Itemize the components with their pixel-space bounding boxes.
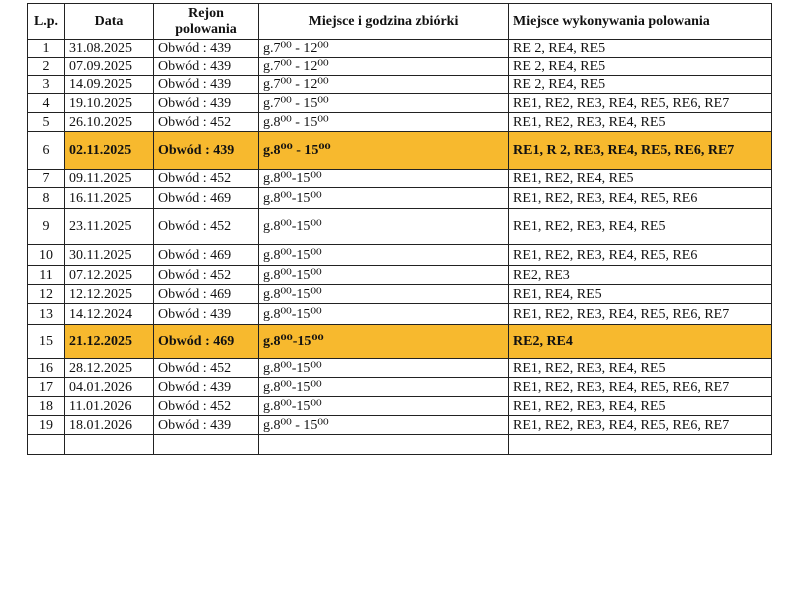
row-hunting-place: RE 2, RE4, RE5: [509, 76, 772, 94]
row-hunting-place: RE2, RE4: [509, 325, 772, 359]
table-row: [28, 245, 772, 266]
row-hunting-place: RE 2, RE4, RE5: [509, 58, 772, 76]
hunting-schedule-table: [27, 3, 772, 455]
row-hunting-place: RE1, RE2, RE3, RE4, RE5: [509, 209, 772, 245]
table-row: [28, 76, 772, 94]
row-date: 26.10.2025: [65, 113, 154, 132]
table-row: [28, 378, 772, 397]
table-row: [28, 113, 772, 132]
row-number: 6: [28, 132, 65, 170]
table-row: [28, 416, 772, 435]
row-hunting-place: RE1, RE2, RE4, RE5: [509, 170, 772, 188]
header-lp: L.p.: [28, 4, 65, 40]
row-date: 31.08.2025: [65, 40, 154, 58]
row-date: 07.09.2025: [65, 58, 154, 76]
row-number: 18: [28, 397, 65, 416]
row-hunting-place: RE1, RE2, RE3, RE4, RE5: [509, 113, 772, 132]
row-region: Obwód : 469: [154, 245, 259, 266]
row-number: 11: [28, 266, 65, 285]
row-date: 04.01.2026: [65, 378, 154, 397]
row-region: Obwód : 439: [154, 132, 259, 170]
table-row: [28, 58, 772, 76]
row-date: 07.12.2025: [65, 266, 154, 285]
row-gathering-time: g.8⁰⁰-15⁰⁰: [259, 209, 509, 245]
row-region: [154, 435, 259, 455]
header-gathering: Miejsce i godzina zbiórki: [259, 4, 509, 40]
row-gathering-time: g.7⁰⁰ - 15⁰⁰: [259, 94, 509, 113]
row-region: Obwód : 439: [154, 58, 259, 76]
row-hunting-place: RE1, RE2, RE3, RE4, RE5: [509, 359, 772, 378]
row-hunting-place: RE1, RE2, RE3, RE4, RE5, RE6: [509, 245, 772, 266]
row-number: 1: [28, 40, 65, 58]
row-hunting-place: RE2, RE3: [509, 266, 772, 285]
table-row: [28, 285, 772, 304]
row-date: 18.01.2026: [65, 416, 154, 435]
row-date: 12.12.2025: [65, 285, 154, 304]
row-number: 13: [28, 304, 65, 325]
row-number: 19: [28, 416, 65, 435]
row-region: Obwód : 439: [154, 416, 259, 435]
row-gathering-time: g.7⁰⁰ - 12⁰⁰: [259, 58, 509, 76]
row-date: 16.11.2025: [65, 188, 154, 209]
row-hunting-place: RE1, RE2, RE3, RE4, RE5, RE6, RE7: [509, 416, 772, 435]
table-header-row: [28, 4, 772, 40]
row-region: Obwód : 452: [154, 113, 259, 132]
row-region: Obwód : 452: [154, 359, 259, 378]
row-region: Obwód : 452: [154, 397, 259, 416]
row-gathering-time: g.8⁰⁰ - 15⁰⁰: [259, 113, 509, 132]
row-date: 23.11.2025: [65, 209, 154, 245]
row-hunting-place: RE1, RE4, RE5: [509, 285, 772, 304]
row-number: 17: [28, 378, 65, 397]
row-gathering-time: g.8⁰⁰-15⁰⁰: [259, 266, 509, 285]
row-gathering-time: g.8⁰⁰-15⁰⁰: [259, 170, 509, 188]
header-region: [154, 4, 259, 40]
table-row: [28, 188, 772, 209]
row-region: Obwód : 452: [154, 170, 259, 188]
row-gathering-time: g.8⁰⁰-15⁰⁰: [259, 378, 509, 397]
header-region-label: Rejon polowania: [175, 5, 237, 37]
table-row: [28, 266, 772, 285]
row-gathering-time: g.8⁰⁰-15⁰⁰: [259, 245, 509, 266]
row-region: Obwód : 439: [154, 378, 259, 397]
row-date: 09.11.2025: [65, 170, 154, 188]
row-date: 21.12.2025: [65, 325, 154, 359]
table-row: [28, 40, 772, 58]
row-region: Obwód : 469: [154, 325, 259, 359]
table-row: [28, 435, 772, 455]
table-row: [28, 359, 772, 378]
row-number: 8: [28, 188, 65, 209]
row-region: Obwód : 439: [154, 76, 259, 94]
row-date: 19.10.2025: [65, 94, 154, 113]
row-number: 2: [28, 58, 65, 76]
row-date: [65, 435, 154, 455]
row-hunting-place: RE1, RE2, RE3, RE4, RE5, RE6, RE7: [509, 304, 772, 325]
row-region: Obwód : 452: [154, 209, 259, 245]
table-row: [28, 209, 772, 245]
row-region: Obwód : 439: [154, 304, 259, 325]
row-number: [28, 435, 65, 455]
table-row: [28, 170, 772, 188]
row-gathering-time: g.7⁰⁰ - 12⁰⁰: [259, 40, 509, 58]
row-date: 11.01.2026: [65, 397, 154, 416]
row-region: Obwód : 452: [154, 266, 259, 285]
row-number: 12: [28, 285, 65, 304]
row-number: 15: [28, 325, 65, 359]
row-gathering-time: [259, 435, 509, 455]
row-region: Obwód : 439: [154, 40, 259, 58]
row-number: 10: [28, 245, 65, 266]
row-gathering-time: g.8⁰⁰ - 15⁰⁰: [259, 132, 509, 170]
row-hunting-place: RE1, RE2, RE3, RE4, RE5, RE6, RE7: [509, 378, 772, 397]
row-number: 4: [28, 94, 65, 113]
row-number: 5: [28, 113, 65, 132]
header-hunting-place: Miejsce wykonywania polowania: [509, 4, 772, 40]
row-gathering-time: g.8⁰⁰-15⁰⁰: [259, 325, 509, 359]
row-hunting-place: [509, 435, 772, 455]
row-number: 16: [28, 359, 65, 378]
row-gathering-time: g.7⁰⁰ - 12⁰⁰: [259, 76, 509, 94]
row-gathering-time: g.8⁰⁰ - 15⁰⁰: [259, 416, 509, 435]
table-row: [28, 304, 772, 325]
row-gathering-time: g.8⁰⁰-15⁰⁰: [259, 397, 509, 416]
row-region: Obwód : 439: [154, 94, 259, 113]
row-hunting-place: RE1, RE2, RE3, RE4, RE5: [509, 397, 772, 416]
row-region: Obwód : 469: [154, 188, 259, 209]
row-gathering-time: g.8⁰⁰-15⁰⁰: [259, 359, 509, 378]
header-date: Data: [65, 4, 154, 40]
row-gathering-time: g.8⁰⁰-15⁰⁰: [259, 188, 509, 209]
row-gathering-time: g.8⁰⁰-15⁰⁰: [259, 304, 509, 325]
row-hunting-place: RE1, RE2, RE3, RE4, RE5, RE6: [509, 188, 772, 209]
row-date: 02.11.2025: [65, 132, 154, 170]
table-row: [28, 397, 772, 416]
row-region: Obwód : 469: [154, 285, 259, 304]
row-number: 3: [28, 76, 65, 94]
row-gathering-time: g.8⁰⁰-15⁰⁰: [259, 285, 509, 304]
row-hunting-place: RE1, RE2, RE3, RE4, RE5, RE6, RE7: [509, 94, 772, 113]
table-row: [28, 132, 772, 170]
row-number: 7: [28, 170, 65, 188]
row-date: 30.11.2025: [65, 245, 154, 266]
row-hunting-place: RE 2, RE4, RE5: [509, 40, 772, 58]
row-hunting-place: RE1, R 2, RE3, RE4, RE5, RE6, RE7: [509, 132, 772, 170]
row-date: 28.12.2025: [65, 359, 154, 378]
row-number: 9: [28, 209, 65, 245]
table-row: [28, 94, 772, 113]
row-date: 14.09.2025: [65, 76, 154, 94]
row-date: 14.12.2024: [65, 304, 154, 325]
table-row: [28, 325, 772, 359]
